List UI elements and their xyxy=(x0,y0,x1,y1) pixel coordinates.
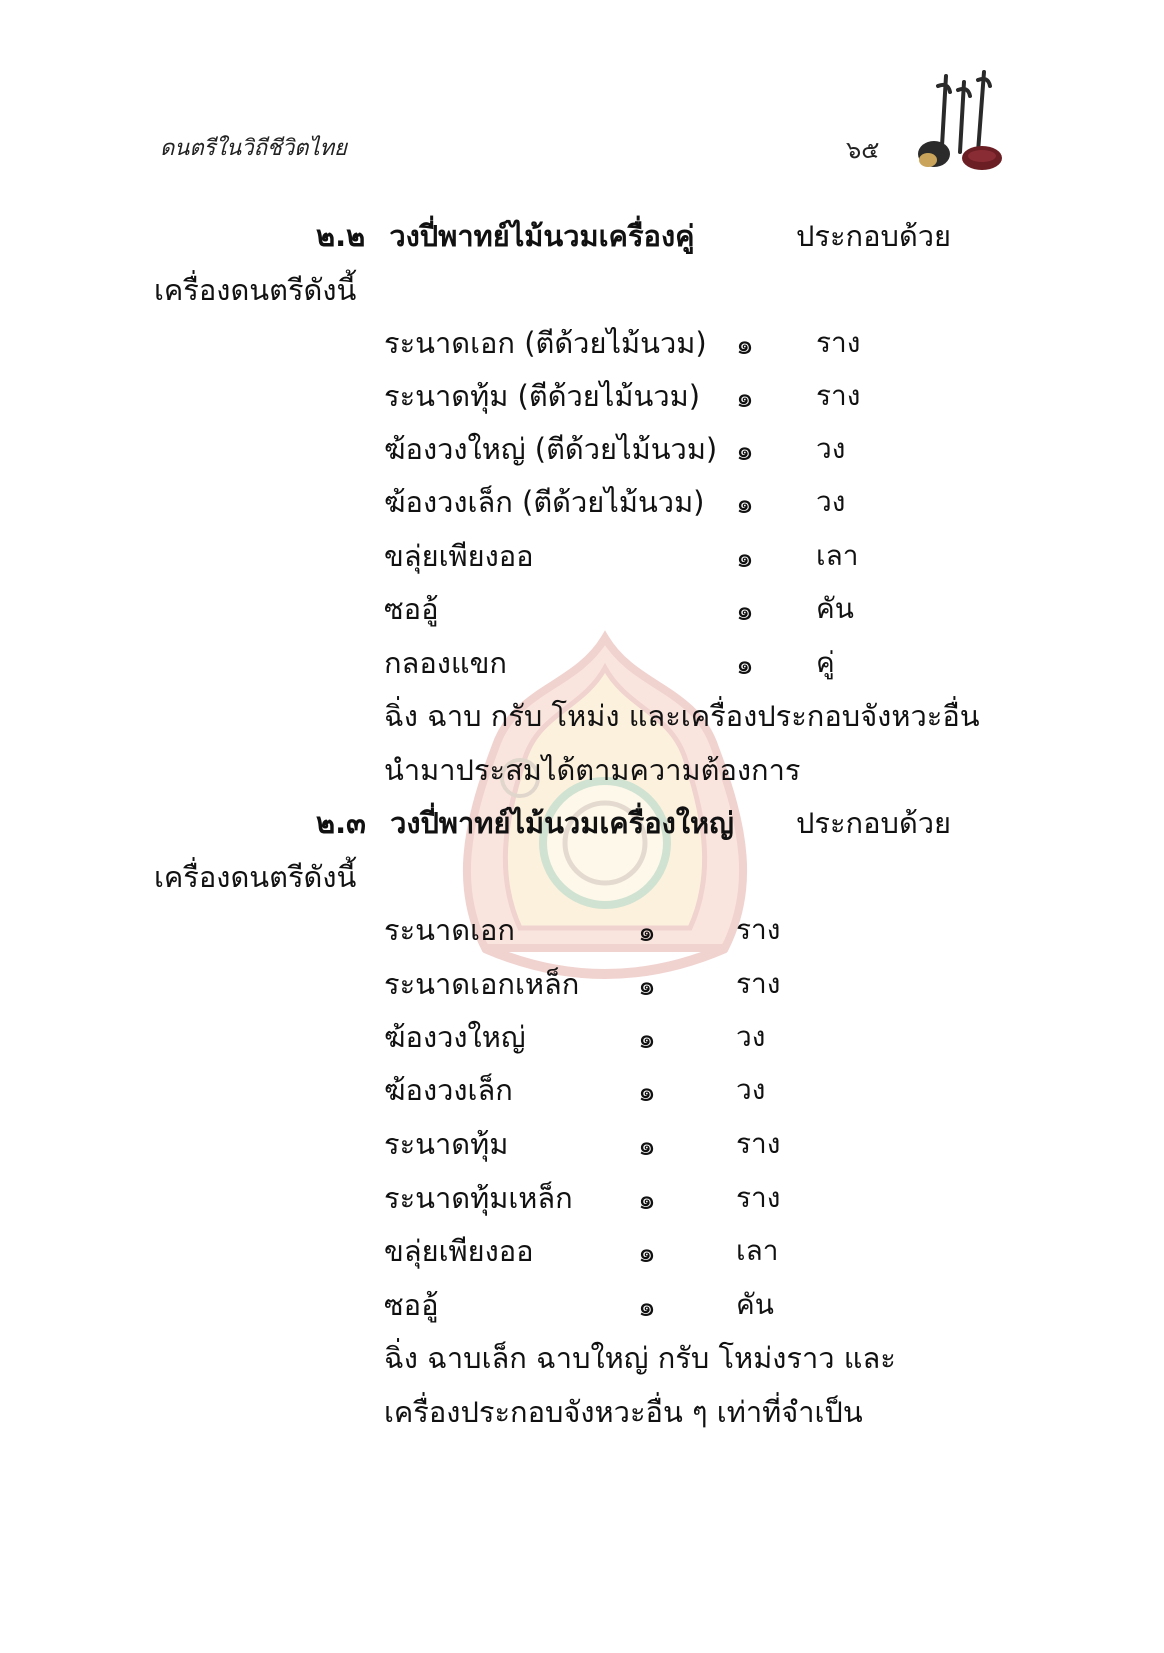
section-2-3-note-line2: เครื่องประกอบจังหวะอื่น ๆ เท่าที่จำเป็น xyxy=(384,1395,863,1429)
item-qty: ๑ xyxy=(736,487,754,520)
item-qty: ๑ xyxy=(736,648,754,681)
item-unit: คัน xyxy=(736,1288,774,1321)
item-qty: ๑ xyxy=(736,381,754,414)
section-2-3-number: ๒.๓ xyxy=(316,806,366,840)
item-unit: เลา xyxy=(816,539,859,572)
item-unit: วง xyxy=(736,1073,766,1106)
item-unit: ราง xyxy=(736,967,781,1000)
item-unit: วง xyxy=(816,432,846,465)
item-unit: ราง xyxy=(736,1127,781,1160)
section-2-2-number: ๒.๒ xyxy=(316,219,366,253)
item-name: ขลุ่ยเพียงออ xyxy=(384,1234,534,1268)
item-qty: ๑ xyxy=(638,1290,656,1323)
item-unit: ราง xyxy=(816,326,861,359)
item-unit: ราง xyxy=(736,1181,781,1214)
item-name: ฆ้องวงเล็ก xyxy=(384,1073,513,1107)
page-number: ๖๕ xyxy=(846,136,880,164)
item-name: ฆ้องวงใหญ่ (ตีด้วยไม้นวม) xyxy=(384,432,718,466)
item-qty: ๑ xyxy=(638,1022,656,1055)
item-qty: ๑ xyxy=(736,434,754,467)
item-unit: ราง xyxy=(736,913,781,946)
item-unit: วง xyxy=(736,1020,766,1053)
item-qty: ๑ xyxy=(638,1183,656,1216)
section-2-3-tail: ประกอบด้วย xyxy=(796,806,952,840)
item-qty: ๑ xyxy=(736,541,754,574)
item-unit: วง xyxy=(816,485,846,518)
item-name: ฆ้องวงใหญ่ xyxy=(384,1020,526,1054)
item-name: ระนาดเอกเหล็ก xyxy=(384,967,580,1001)
section-2-3-continuation: เครื่องดนตรีดังนี้ xyxy=(154,860,357,894)
item-unit: คัน xyxy=(816,592,854,625)
item-name: ระนาดทุ้มเหล็ก xyxy=(384,1181,573,1215)
item-unit: ราง xyxy=(816,379,861,412)
item-name: ฆ้องวงเล็ก (ตีด้วยไม้นวม) xyxy=(384,485,705,519)
item-qty: ๑ xyxy=(638,969,656,1002)
item-name: ระนาดเอก (ตีด้วยไม้นวม) xyxy=(384,326,707,360)
item-name: ระนาดทุ้ม xyxy=(384,1127,509,1161)
item-qty: ๑ xyxy=(638,915,656,948)
item-name: ขลุ่ยเพียงออ xyxy=(384,539,534,573)
book-title: ดนตรีในวิถีชีวิตไทย xyxy=(160,136,347,161)
item-name: ซออู้ xyxy=(384,592,439,626)
item-qty: ๑ xyxy=(638,1236,656,1269)
item-qty: ๑ xyxy=(638,1075,656,1108)
section-2-2-title: วงปี่พาทย์ไม้นวมเครื่องคู่ xyxy=(389,219,695,253)
section-2-3-note-line1: ฉิ่ง ฉาบเล็ก ฉาบใหญ่ กรับ โหม่งราว และ xyxy=(384,1341,896,1375)
item-unit: เลา xyxy=(736,1234,779,1267)
item-qty: ๑ xyxy=(736,594,754,627)
item-name: กลองแขก xyxy=(384,646,507,680)
item-name: ระนาดเอก xyxy=(384,913,515,947)
item-name: ซออู้ xyxy=(384,1288,439,1322)
section-2-2-note-line1: ฉิ่ง ฉาบ กรับ โหม่ง และเครื่องประกอบจังหวะอื่น xyxy=(384,699,980,733)
section-2-2-tail: ประกอบด้วย xyxy=(796,219,952,253)
item-unit: คู่ xyxy=(816,646,835,679)
section-2-3-title: วงปี่พาทย์ไม้นวมเครื่องใหญ่ xyxy=(390,806,734,840)
item-name: ระนาดทุ้ม (ตีด้วยไม้นวม) xyxy=(384,379,701,413)
section-2-2-continuation: เครื่องดนตรีดังนี้ xyxy=(154,273,357,307)
item-qty: ๑ xyxy=(736,328,754,361)
item-qty: ๑ xyxy=(638,1129,656,1162)
thai-fiddle-icon xyxy=(912,68,1016,178)
section-2-2-note-line2: นำมาประสมได้ตามความต้องการ xyxy=(384,753,801,787)
